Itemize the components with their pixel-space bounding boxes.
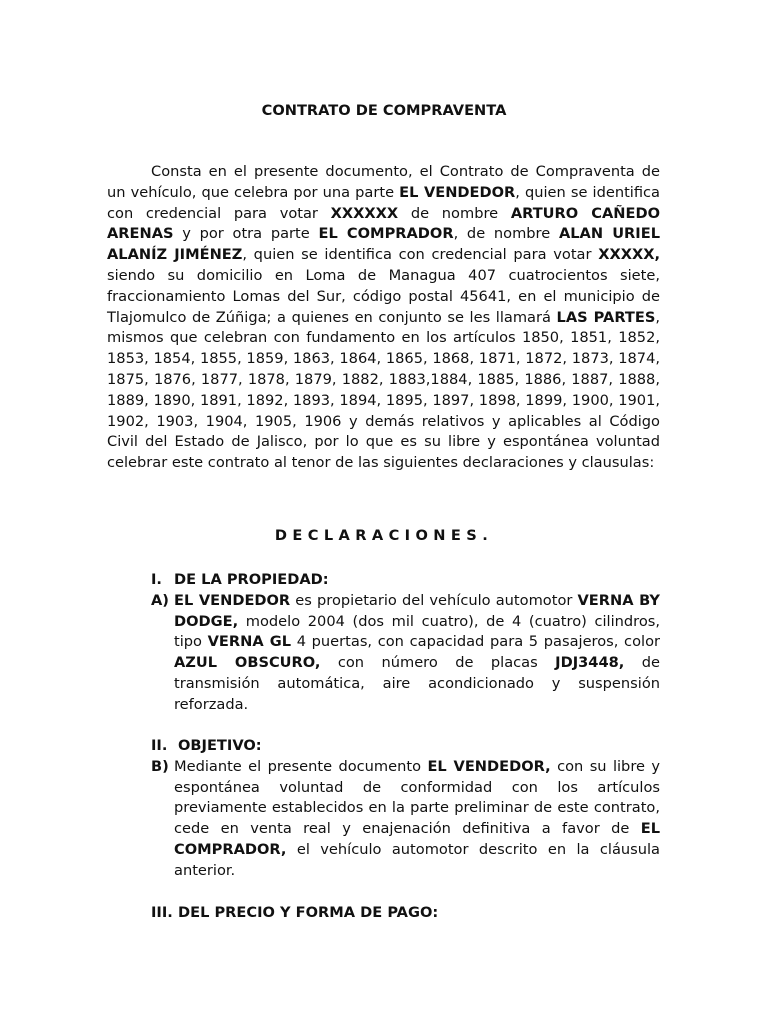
item-letter: A) <box>151 591 169 609</box>
section-heading <box>151 903 660 924</box>
bold-text-run: JDJ3448, <box>555 654 625 672</box>
item-text <box>174 757 660 882</box>
declaraciones-heading: DECLARACIONES. <box>274 527 494 544</box>
text-run: modelo 2004 (dos mil cuatro), de 4 (cuatro) cilindros, tipo <box>174 612 660 651</box>
text-run: y por otra parte <box>173 225 319 243</box>
section-propiedad <box>151 570 660 716</box>
text-run: con su libre y espontánea voluntad de conformidad con los artículos previamente establecidos en la parte preliminar de este contrato, cede en venta real y enajenación definitiva a favor de <box>174 757 661 838</box>
section-number: I. <box>151 571 162 588</box>
text-run: con número de placas <box>320 654 556 672</box>
section-precio <box>151 903 660 924</box>
bold-text-run: LAS PARTES <box>556 308 656 326</box>
document-title: CONTRATO DE COMPRAVENTA <box>261 102 507 119</box>
bold-text-run: XXXXXX <box>330 204 399 222</box>
section-title: OBJETIVO: <box>178 737 262 754</box>
text-run: Consta en el presente documento, el Contrato de Compraventa de un vehículo, que celebra por una parte <box>107 163 660 201</box>
bold-text-run: VERNA GL <box>207 633 292 651</box>
text-run: , quien se identifica con credencial para votar <box>242 246 599 264</box>
section-title: DEL PRECIO Y FORMA DE PAGO: <box>178 904 439 921</box>
intro-runs <box>107 163 660 471</box>
section-number: III. <box>151 904 173 921</box>
section-objetivo <box>151 736 660 882</box>
text-run: de transmisión automática, aire acondicionado y suspensión reforzada. <box>174 654 660 713</box>
intro-paragraph <box>107 162 660 474</box>
section-title: DE LA PROPIEDAD: <box>174 571 329 588</box>
section-item <box>151 757 660 882</box>
section-heading <box>151 570 660 591</box>
item-text <box>174 591 660 716</box>
bold-text-run: EL VENDEDOR <box>399 183 516 201</box>
text-run: , quien se identifica con credencial para votar <box>107 183 661 222</box>
text-run: 4 puertas, con capacidad para 5 pasajeros, color <box>291 633 660 651</box>
section-number: II. <box>151 737 168 754</box>
bold-text-run: XXXXX, <box>598 246 660 264</box>
text-run: es propietario del vehículo automotor <box>290 591 578 609</box>
section-item <box>151 591 660 716</box>
section-heading <box>151 736 660 757</box>
text-run: Mediante el presente documento <box>174 757 428 775</box>
bold-text-run: VERNA BY DODGE, <box>174 591 660 630</box>
bold-text-run: AZUL OBSCURO, <box>174 654 321 672</box>
bold-text-run: EL VENDEDOR, <box>427 757 551 775</box>
text-run: , mismos que celebran con fundamento en los artículos 1850, 1851, 1852, 1853, 1854, 1855, 1859, 1863, 1864, 1865, 1868, 1871, 1872, 1873, 1874, 1875, 1876, 1877, 1878, 1879, 1882, 1883,1884, 1885, 1886, 1887, 1888, 1889, 1890, 1891, 1892, 1893, 1894, 1895, 1897, 1898, 1899, 1900, 1901, 1902, 1903, 1904, 1905, 1906 y demás relativos y aplicables al Código Civil del Estado de Jalisco, por lo que es su libre y espontánea voluntad celebrar este contrato al tenor de las siguientes declaraciones y clausulas: <box>107 308 660 472</box>
bold-text-run: EL VENDEDOR <box>174 591 291 609</box>
text-run: siendo su domicilio en Loma de Managua 407 cuatrocientos siete, fraccionamiento Lomas del Sur, código postal 45641, en el municipio de Tlajomulco de Zúñiga; a quienes en conjunto se les llamará <box>107 266 660 326</box>
bold-text-run: EL COMPRADOR, <box>174 820 660 858</box>
item-letter: B) <box>151 757 169 775</box>
text-run: el vehículo automotor descrito en la cláusula anterior. <box>174 840 660 879</box>
text-run: de nombre <box>398 204 511 222</box>
bold-text-run: ARTURO CAÑEDO ARENAS <box>107 204 660 243</box>
bold-text-run: ALAN URIEL ALANÍZ JIMÉNEZ <box>107 225 660 264</box>
bold-text-run: EL COMPRADOR <box>318 225 454 243</box>
text-run: , de nombre <box>453 225 559 243</box>
